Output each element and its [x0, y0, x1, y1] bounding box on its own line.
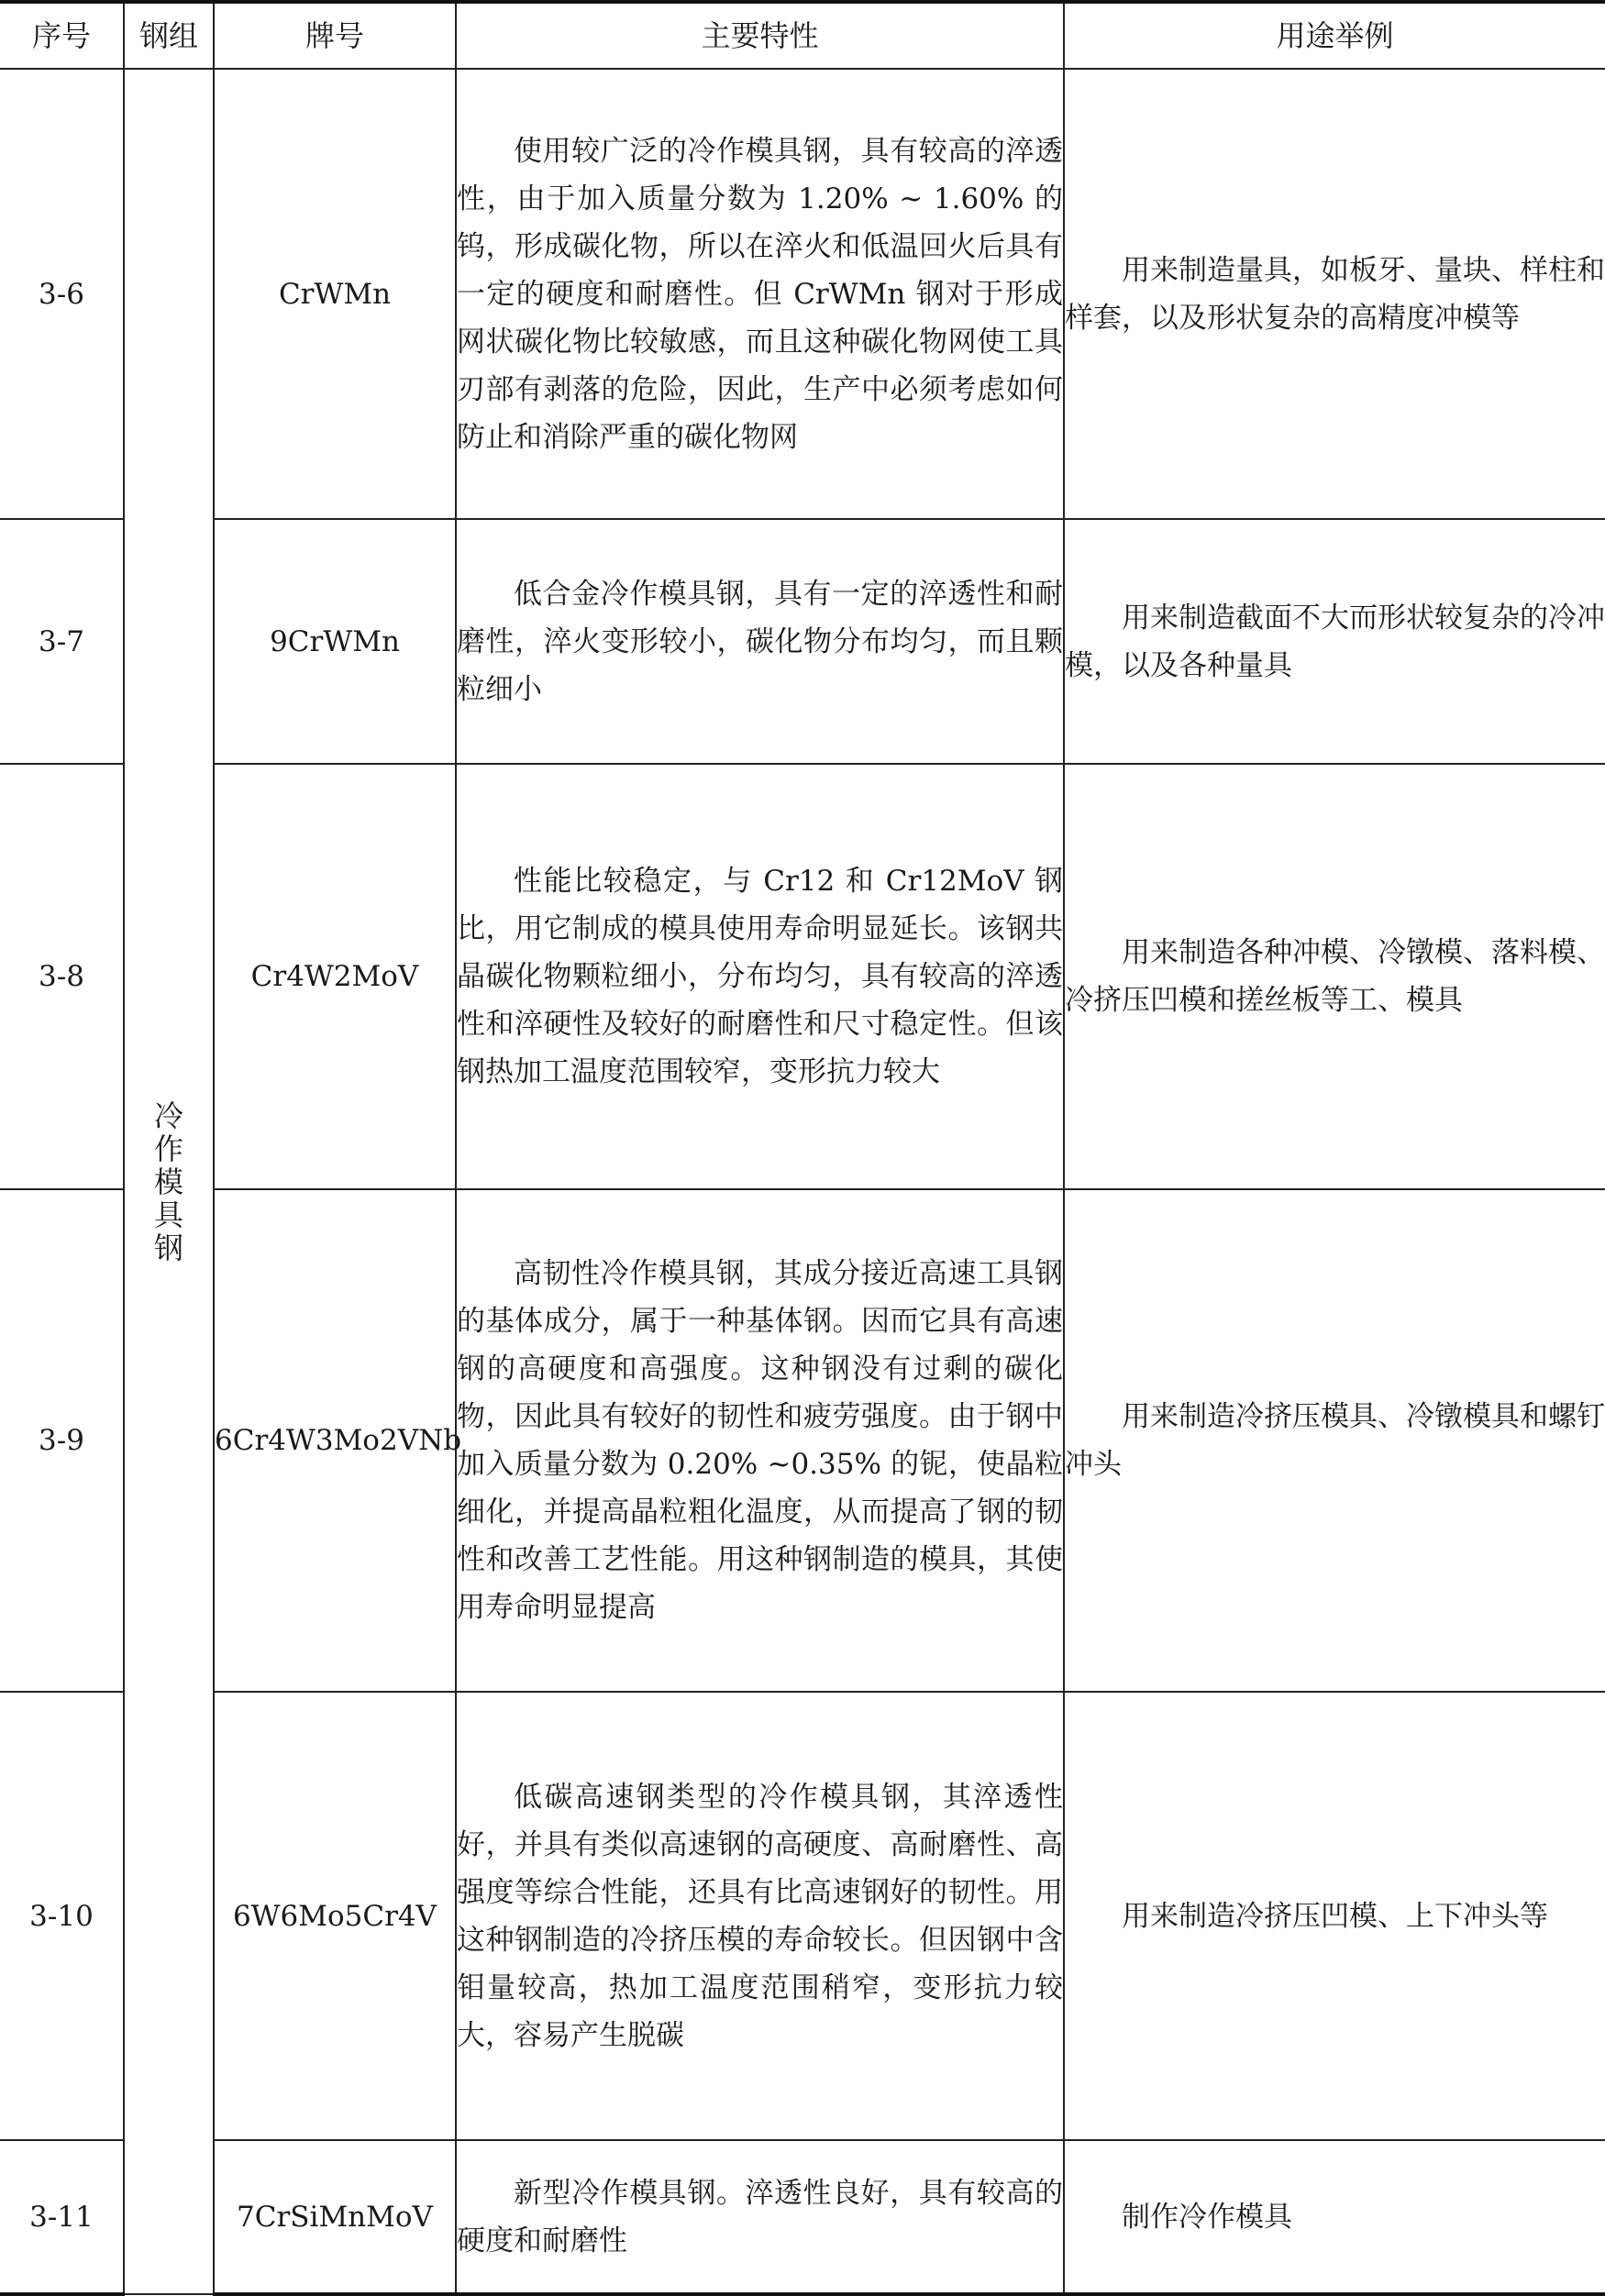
- row-uses: [1064, 2140, 1605, 2294]
- uses-text: 用来制造冷挤压模具、冷镦模具和螺钉冲头: [1065, 1400, 1605, 1481]
- characteristics-text: 使用较广泛的冷作模具钢，具有较高的淬透性，由于加入质量分数为 1.20% ~ 1.60% 的钨，形成碳化物，所以在淬火和低温回火后具有一定的硬度和耐磨性。但 CrWMn 钢对于形成网状碳化物比较敏感，而且这种碳化物网使工具刃部有剥落的危险，因此，生产中必须考虑如何防止和消除严重的碳化物网: [457, 134, 1063, 454]
- row-seq: 3-8: [0, 764, 124, 1189]
- row-characteristics: [456, 69, 1064, 519]
- row-uses: [1064, 519, 1605, 764]
- header-grade: 牌号: [214, 2, 456, 69]
- row-uses: [1064, 1692, 1605, 2140]
- row-characteristics: [456, 1189, 1064, 1692]
- table-row: [0, 519, 1605, 764]
- characteristics-text: 低碳高速钢类型的冷作模具钢，其淬透性好，并具有类似高速钢的高硬度、高耐磨性、高强度等综合性能，还具有比高速钢好的韧性。用这种钢制造的冷挤压模的寿命较长。但因钢中含钼量较高，热加工温度范围稍窄，变形抗力较大，容易产生脱碳: [457, 1780, 1063, 2052]
- row-uses: [1064, 1189, 1605, 1692]
- table-row: [0, 2140, 1605, 2294]
- row-grade: Cr4W2MoV: [214, 764, 456, 1189]
- uses-text: 用来制造截面不大而形状较复杂的冷冲模，以及各种量具: [1065, 601, 1605, 682]
- table-row: [0, 1189, 1605, 1692]
- uses-text: 用来制造量具，如板牙、量块、样柱和样套，以及形状复杂的高精度冲模等: [1065, 253, 1605, 335]
- row-seq: 3-7: [0, 519, 124, 764]
- row-seq: 3-6: [0, 69, 124, 519]
- row-grade: 6Cr4W3Mo2VNb: [214, 1189, 456, 1692]
- header-group: 钢组: [124, 2, 214, 69]
- row-characteristics: [456, 764, 1064, 1189]
- header-characteristics: 主要特性: [456, 2, 1064, 69]
- uses-text: 用来制造各种冲模、冷镦模、落料模、冷挤压凹模和搓丝板等工、模具: [1065, 936, 1605, 1017]
- characteristics-text: 低合金冷作模具钢，具有一定的淬透性和耐磨性，淬火变形较小，碳化物分布均匀，而且颗粒细小: [457, 577, 1063, 706]
- header-seq: 序号: [0, 2, 124, 69]
- uses-text: 制作冷作模具: [1122, 2200, 1292, 2234]
- characteristics-text: 高韧性冷作模具钢，其成分接近高速工具钢的基体成分，属于一种基体钢。因而它具有高速钢的高硬度和高强度。这种钢没有过剩的碳化物，因此具有较好的韧性和疲劳强度。由于钢中加入质量分数为 0.20% ~0.35% 的铌，使晶粒细化，并提高晶粒粗化温度，从而提高了钢的韧性和改善工艺性能。用这种钢制造的模具，其使用寿命明显提高: [457, 1257, 1063, 1624]
- row-characteristics: [456, 1692, 1064, 2140]
- row-seq: 3-11: [0, 2140, 124, 2294]
- row-characteristics: [456, 2140, 1064, 2294]
- steel-group-label: 冷作模具钢: [153, 1098, 183, 1265]
- characteristics-text: 新型冷作模具钢。淬透性良好，具有较高的硬度和耐磨性: [457, 2176, 1063, 2257]
- row-seq: 3-10: [0, 1692, 124, 2140]
- characteristics-text: 性能比较稳定，与 Cr12 和 Cr12MoV 钢比，用它制成的模具使用寿命明显延长。该钢共晶碳化物颗粒细小，分布均匀，具有较高的淬透性和淬硬性及较好的耐磨性和尺寸稳定性。但该钢热加工温度范围较窄，变形抗力较大: [457, 865, 1063, 1088]
- table-header-row: [0, 2, 1605, 69]
- row-characteristics: [456, 519, 1064, 764]
- row-seq: 3-9: [0, 1189, 124, 1692]
- table-row: [0, 764, 1605, 1189]
- row-grade: CrWMn: [214, 69, 456, 519]
- row-uses: [1064, 764, 1605, 1189]
- row-grade: 9CrWMn: [214, 519, 456, 764]
- steel-group-cell: [124, 69, 214, 2294]
- uses-text: 用来制造冷挤压凹模、上下冲头等: [1122, 1899, 1548, 1933]
- header-uses: 用途举例: [1064, 2, 1605, 69]
- row-grade: 7CrSiMnMoV: [214, 2140, 456, 2294]
- table-row: [0, 1692, 1605, 2140]
- table-row: [0, 69, 1605, 519]
- row-grade: 6W6Mo5Cr4V: [214, 1692, 456, 2140]
- row-uses: [1064, 69, 1605, 519]
